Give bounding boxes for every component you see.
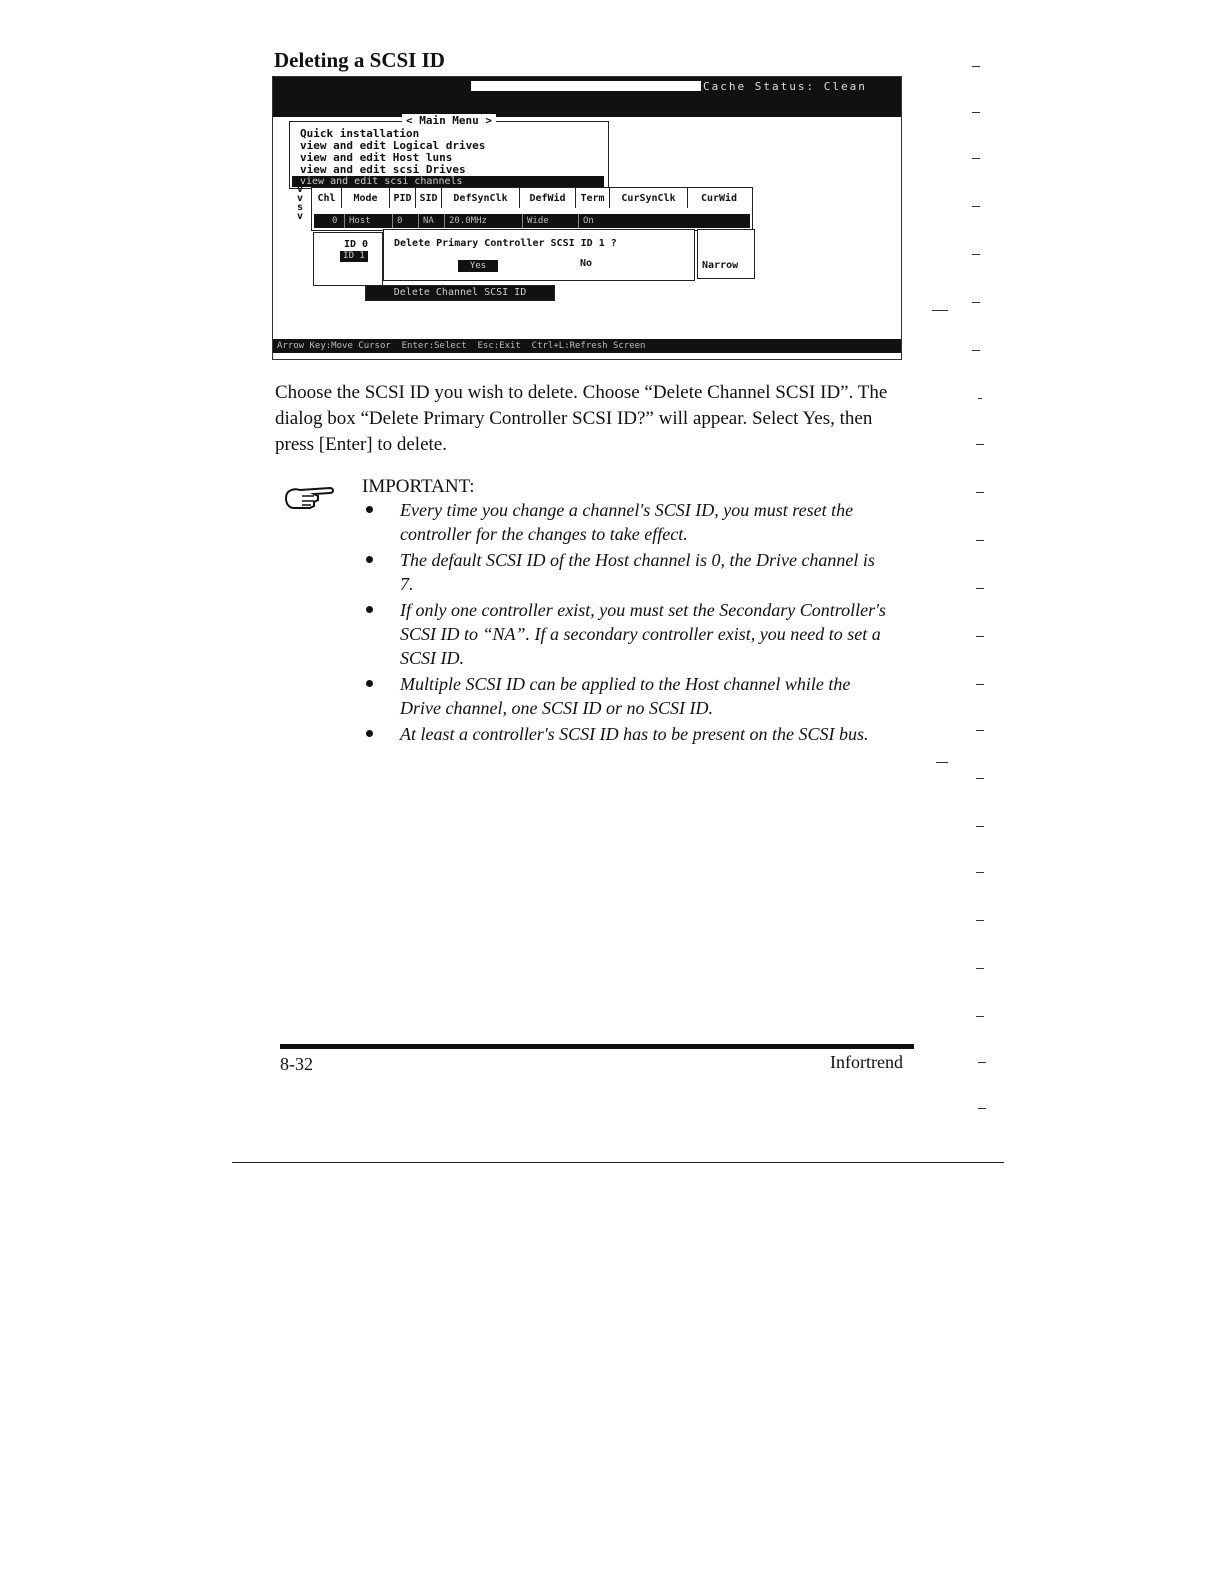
- cell-defsynclk: 20.0MHz: [444, 214, 522, 228]
- main-menu: [289, 114, 609, 189]
- yes-button[interactable]: Yes: [458, 260, 498, 272]
- col-defwid: DefWid: [520, 188, 576, 208]
- cell-defwid: Wide: [522, 214, 578, 228]
- margin-mark: [972, 350, 980, 351]
- margin-mark: [972, 112, 980, 113]
- header-blank-field: [471, 81, 701, 91]
- instruction-paragraph: Choose the SCSI ID you wish to delete. Choose “Delete Channel SCSI ID”. The dialog box “Delete Primary Controller SCSI ID?” will appear. Select Yes, then press [Enter] to delete.: [275, 382, 888, 455]
- margin-mark: [978, 398, 982, 399]
- col-mode: Mode: [342, 188, 390, 208]
- margin-mark: [976, 684, 984, 685]
- dialog-question: Delete Primary Controller SCSI ID 1 ?: [394, 238, 617, 249]
- id-item-0[interactable]: ID 0: [344, 239, 369, 250]
- important-heading: IMPORTANT:: [362, 476, 475, 497]
- pointing-hand-icon: [284, 484, 342, 521]
- menu-item-logical-drives[interactable]: view and edit Logical drives: [300, 139, 486, 152]
- section-title: Deleting a SCSI ID: [274, 48, 445, 72]
- menu-item-quick-installation[interactable]: Quick installation: [300, 127, 420, 140]
- margin-mark: [976, 1016, 984, 1017]
- col-term: Term: [576, 188, 610, 208]
- margin-mark: [978, 1108, 986, 1109]
- cell-chl: 0: [332, 216, 338, 226]
- margin-mark: [976, 730, 984, 731]
- col-defsynclk: DefSynClk: [442, 188, 520, 208]
- list-item: Every time you change a channel's SCSI ID, you must reset the controller for the changes to take effect.: [366, 498, 890, 546]
- curwid-dropdown: [697, 229, 755, 279]
- channel-table: [311, 187, 753, 231]
- list-item: The default SCSI ID of the Host channel is 0, the Drive channel is 7.: [366, 548, 890, 596]
- table-row[interactable]: [314, 214, 750, 228]
- margin-mark: [978, 1062, 986, 1063]
- col-pid: PID: [390, 188, 416, 208]
- margin-mark: [976, 872, 984, 873]
- cell-term: On: [578, 214, 612, 228]
- margin-mark: [972, 254, 980, 255]
- margin-mark: [976, 540, 984, 541]
- footer-rule: [280, 1044, 914, 1049]
- col-cursynclk: CurSynClk: [610, 188, 688, 208]
- margin-mark: [976, 636, 984, 637]
- col-sid: SID: [416, 188, 442, 208]
- no-button[interactable]: No: [580, 258, 593, 269]
- delete-confirm-dialog: [383, 229, 695, 281]
- main-menu-title: < Main Menu >: [290, 114, 608, 127]
- terminal-screenshot: [272, 76, 902, 360]
- list-item: Multiple SCSI ID can be applied to the Host channel while the Drive channel, one SCSI ID or no SCSI ID.: [366, 672, 890, 720]
- menu-item-scsi-channels[interactable]: view and edit scsi channels: [292, 176, 604, 187]
- id-item-1[interactable]: ID 1: [340, 251, 368, 262]
- margin-mark: [976, 826, 984, 827]
- margin-mark: [972, 66, 980, 67]
- margin-mark: [972, 302, 980, 303]
- cell-mode: Host: [344, 214, 392, 228]
- terminal-key-help-bar: Arrow Key:Move Cursor Enter:Select Esc:Exit Ctrl+L:Refresh Screen: [273, 339, 901, 353]
- margin-mark: [972, 158, 980, 159]
- bullet-icon: [366, 556, 373, 563]
- col-chl: Chl: [312, 188, 342, 208]
- list-item: At least a controller's SCSI ID has to be present on the SCSI bus.: [366, 722, 890, 746]
- bullet-icon: [366, 506, 373, 513]
- margin-mark: [976, 444, 984, 445]
- list-item: If only one controller exist, you must set the Secondary Controller's SCSI ID to “NA”. If a secondary controller exist, you need to set a SCSI ID.: [366, 598, 890, 670]
- bullet-icon: [366, 680, 373, 687]
- margin-mark: [976, 920, 984, 921]
- cell-sid: NA: [418, 214, 444, 228]
- scan-edge-line: [232, 1162, 1004, 1163]
- margin-mark: [976, 778, 984, 779]
- scsi-id-list: [313, 232, 383, 286]
- terminal-header-bar: [273, 77, 901, 117]
- menu-side-letters: v v s v: [297, 184, 304, 222]
- margin-mark: [976, 588, 984, 589]
- bullet-icon: [366, 730, 373, 737]
- col-curwid: CurWid: [700, 192, 738, 204]
- cell-pid: 0: [392, 214, 418, 228]
- menu-item-scsi-drives[interactable]: view and edit scsi Drives: [300, 163, 466, 176]
- bullet-icon: [366, 606, 373, 613]
- margin-mark: [932, 310, 948, 311]
- page-number: 8-32: [280, 1054, 313, 1074]
- margin-mark: [936, 762, 948, 763]
- margin-mark: [976, 492, 984, 493]
- menu-item-host-luns[interactable]: view and edit Host luns: [300, 151, 453, 164]
- important-list: [366, 498, 890, 748]
- cache-status: Cache Status: Clean: [703, 80, 867, 93]
- margin-mark: [976, 968, 984, 969]
- footer-brand: Infortrend: [830, 1052, 903, 1072]
- margin-mark: [972, 206, 980, 207]
- narrow-option[interactable]: Narrow: [702, 260, 739, 271]
- delete-channel-scsi-id-option[interactable]: Delete Channel SCSI ID: [365, 285, 555, 301]
